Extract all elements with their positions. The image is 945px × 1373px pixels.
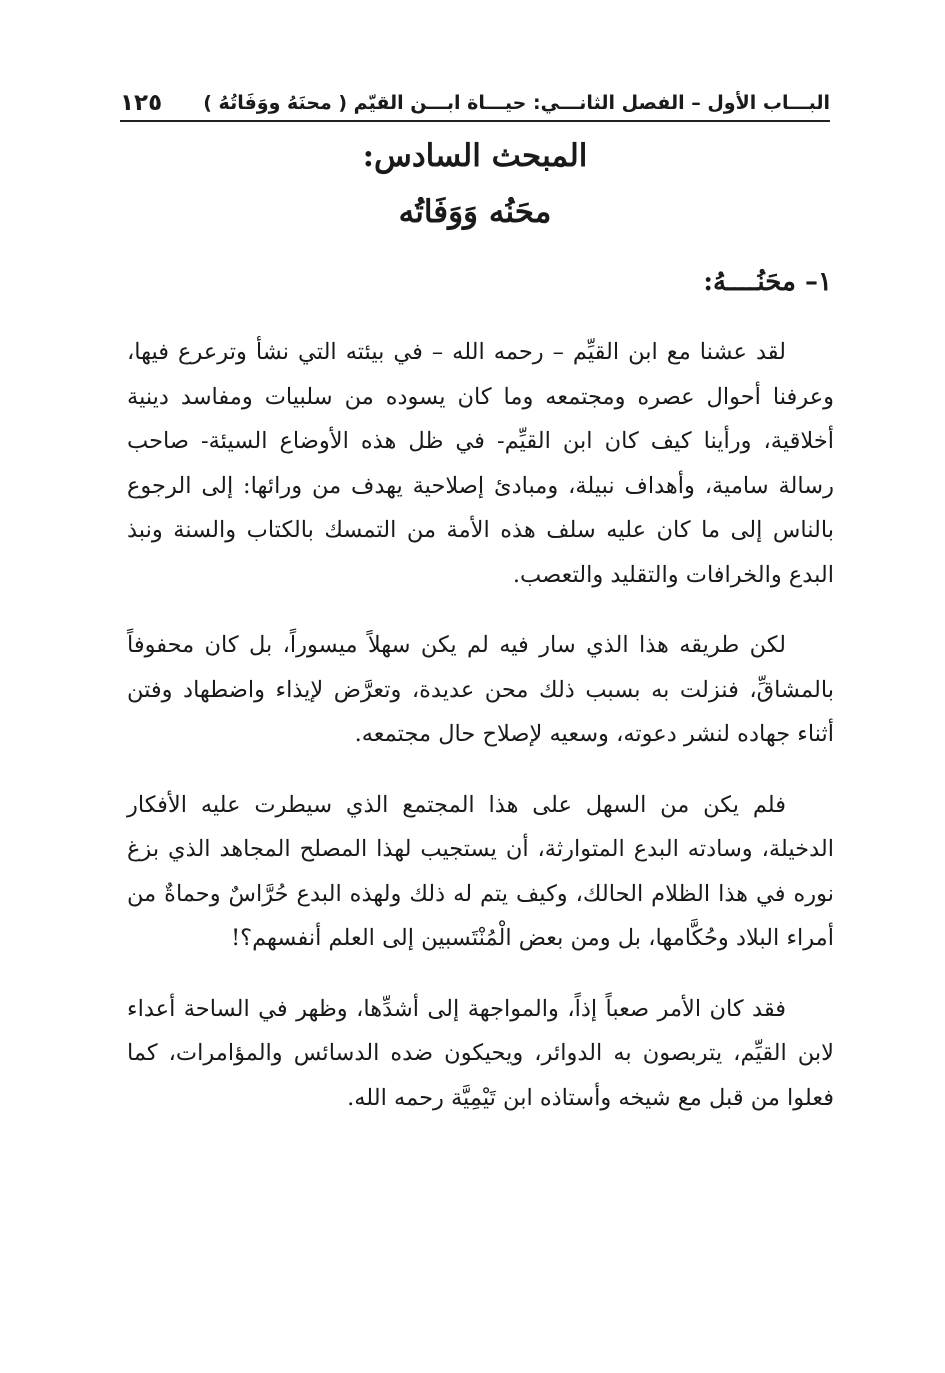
page-number: ١٢٥ [120, 90, 163, 116]
paragraph: لكن طريقه هذا الذي سار فيه لم يكن سهلاً ميسوراً، بل كان محفوفاً بالمشاقِّ، فنزلت به بسبب ذلك محن عديدة، وتعرَّض لإيذاء واضطهاد وفتن أثناء جهاده لنشر دعوته، وسعيه لإصلاح حال مجتمعه. [127, 632, 834, 747]
section-title: المبحث السادس: [362, 138, 588, 174]
running-title: البـــاب الأول – الفصل الثانـــي: حيـــاة ابـــن القيّم ( محنَهُ ووَفَاتُهُ ) [203, 92, 830, 114]
running-header [120, 80, 830, 122]
paragraph: لقد عشنا مع ابن القيِّم – رحمه الله – في بيئته التي نشأ وترعرع فيها، وعرفنا أحوال عصره ومجتمعه وما كان يسوده من سلبيات ومفاسد دينية أخلاقية، ورأينا كيف كان ابن القيِّم- في ظل هذه الأوضاع السيئة- صاحب رسالة سامية، وأهداف نبيلة، ومبادئ إصلاحية يهدف من ورائها: إلى الرجوع بالناس إلى ما كان عليه سلف هذه الأمة من التمسك بالكتاب والسنة ونبذ البدع والخرافات والتقليد والتعصب. [127, 339, 834, 588]
paragraph: فقد كان الأمر صعباً إذاً، والمواجهة إلى أشدِّها، وظهر في الساحة أعداء لابن القيِّم، يتربصون به الدوائر، ويحيكون ضده الدسائس والمؤامرات، كما فعلوا من قبل مع شيخه وأستاذه ابن تَيْمِيَّة رحمه الله. [127, 995, 834, 1111]
paragraph: فلم يكن من السهل على هذا المجتمع الذي سيطرت عليه الأفكار الدخيلة، وسادته البدع المتوارثة، أن يستجيب لهذا المصلح المجاهد الذي بزغ نوره في هذا الظلام الحالك، وكيف يتم له ذلك ولهذه البدع حُرَّاسٌ وحماةٌ من أمراء البلاد وحُكَّامها، بل ومن بعض الْمُنْتَسبين إلى العلم أنفسهم؟! [127, 791, 834, 951]
body-text [127, 330, 834, 1146]
section-subtitle: محَنُه وَوَفَاتُه [398, 194, 552, 230]
subheading: ١– محَنُــــهُ: [703, 267, 832, 297]
